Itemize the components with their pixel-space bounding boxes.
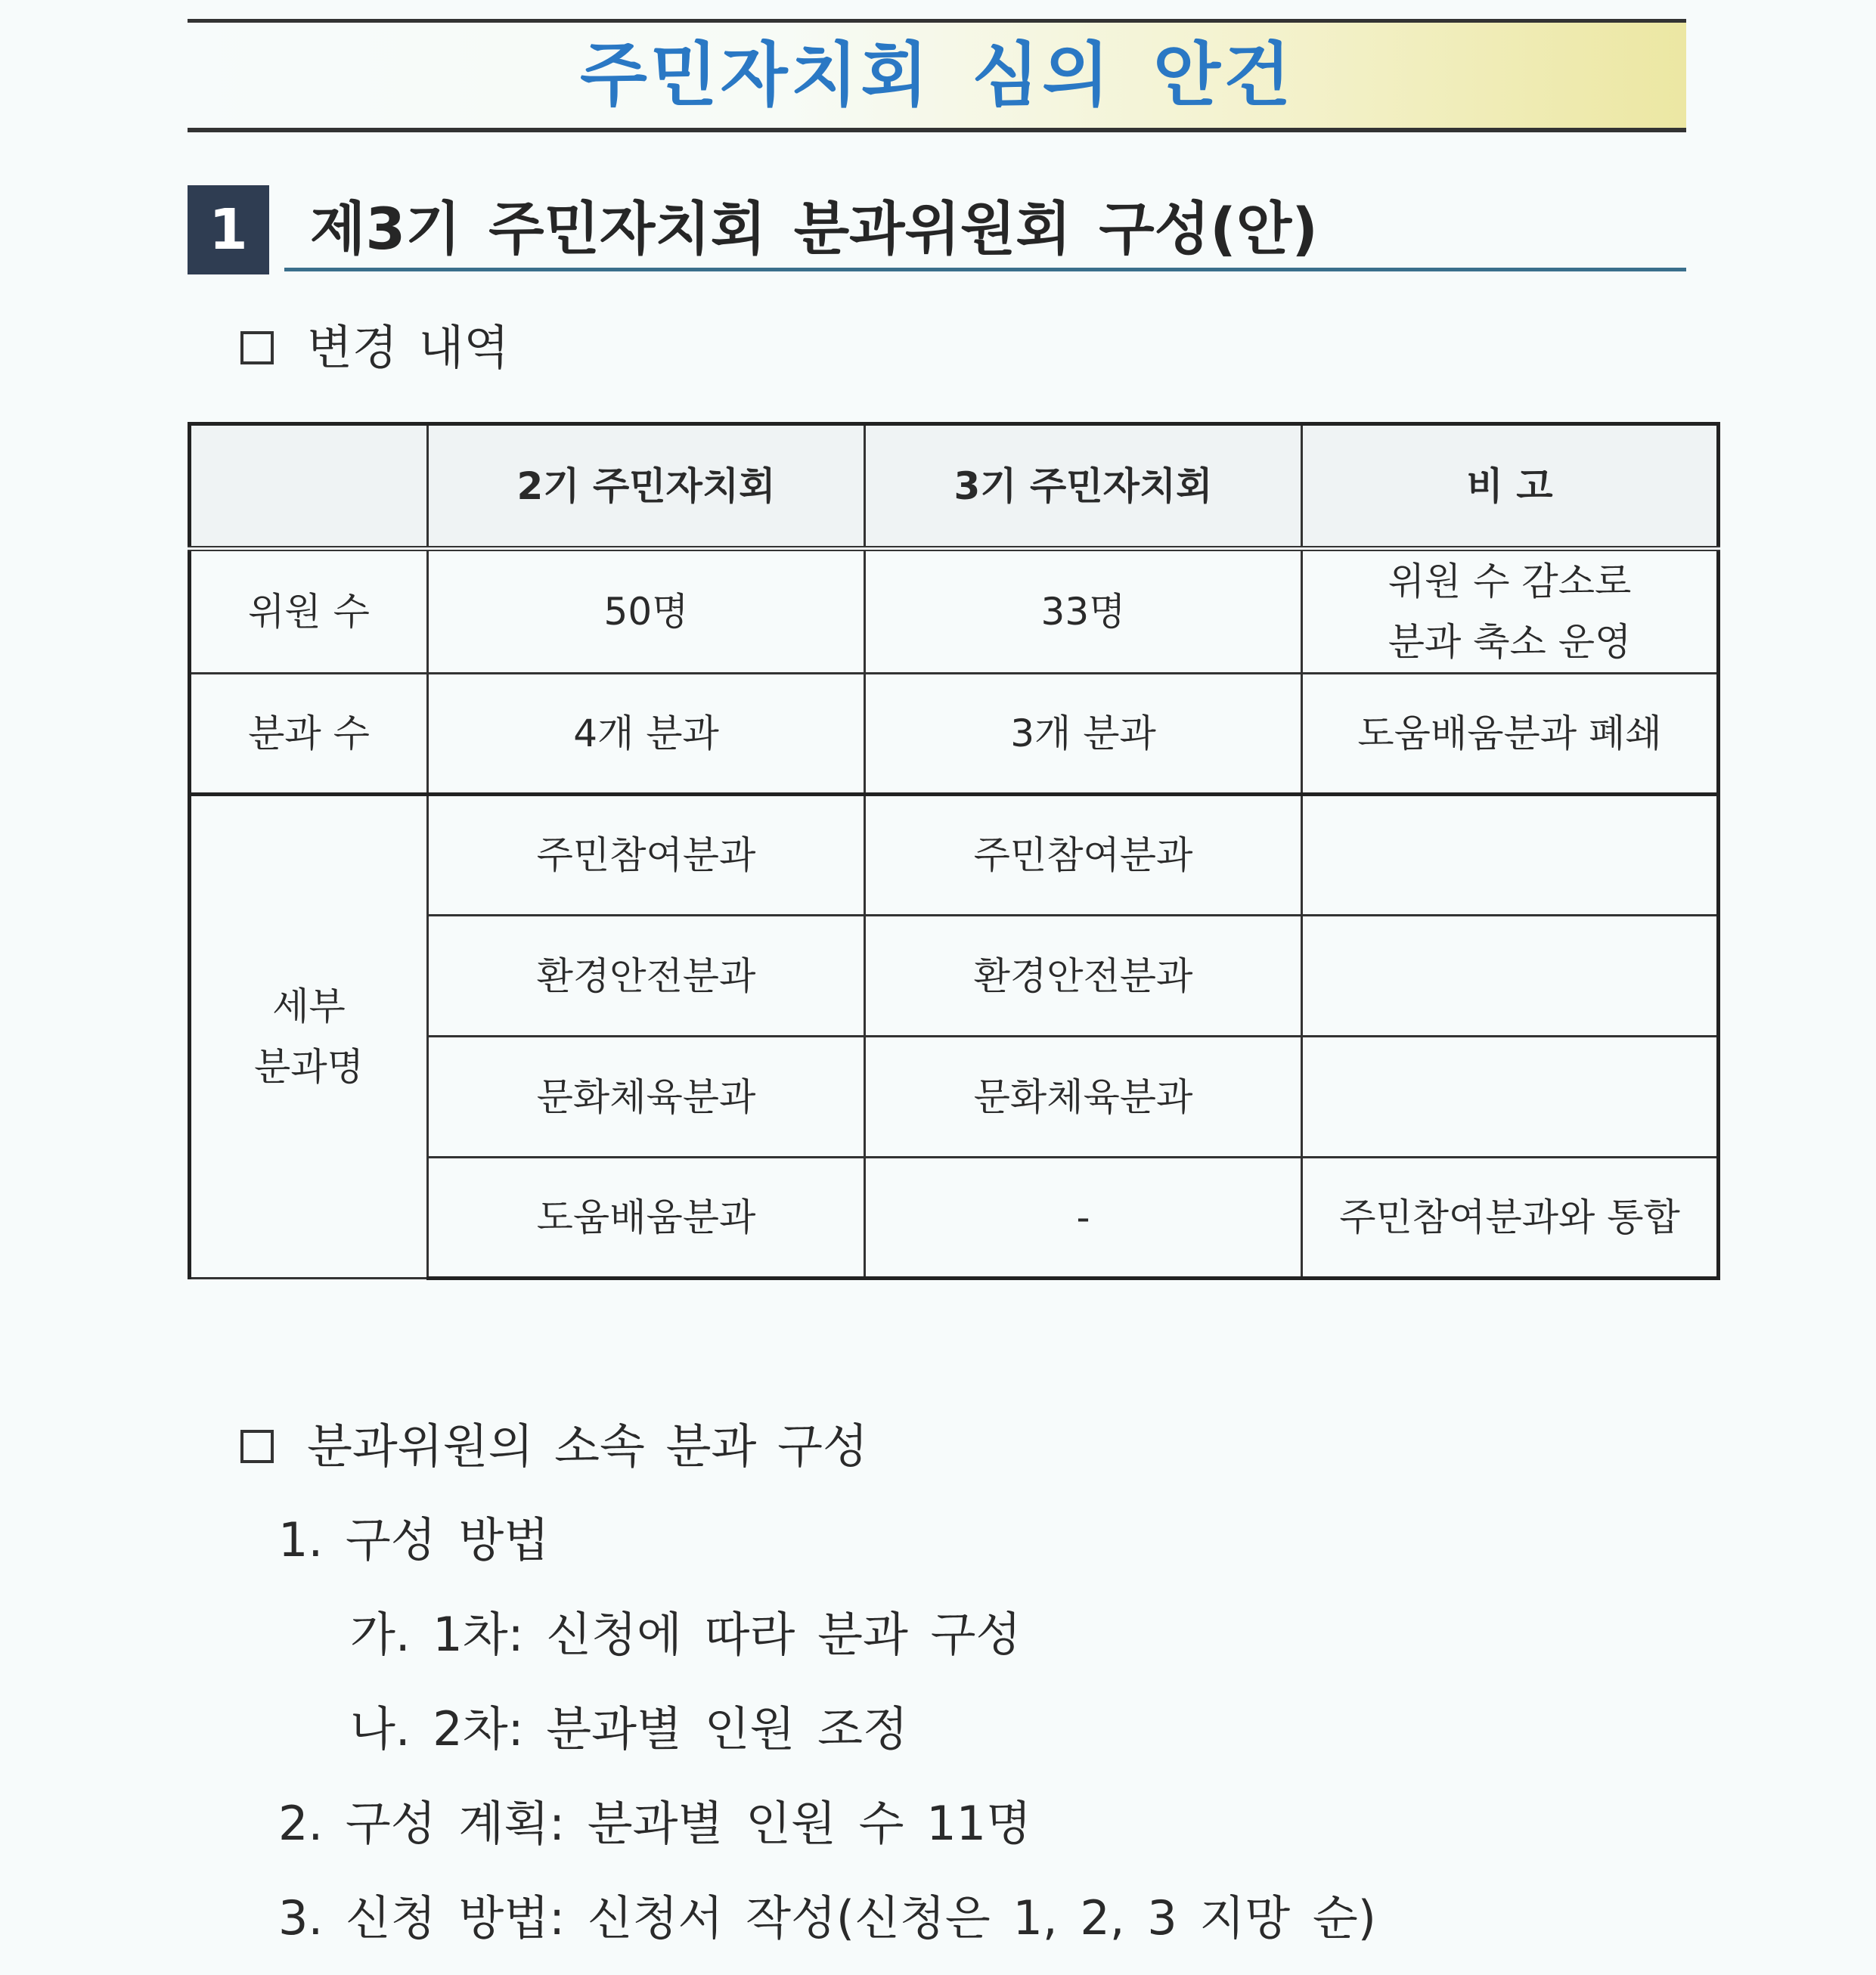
list-item-plan: 2. 구성 계획: 분과별 인원 수 11명 xyxy=(278,1796,1031,1851)
cell-sub-gen2: 문화체육분과 xyxy=(428,1037,865,1158)
section-title: 제3기 주민자치회 분과위원회 구성(안) xyxy=(310,195,1318,262)
table-row-subcommittee xyxy=(190,795,1719,916)
cell-sub-note xyxy=(1302,795,1719,916)
cell-count-note: 도움배움분과 폐쇄 xyxy=(1302,674,1719,795)
table-row-members xyxy=(190,549,1719,674)
cell-members-note xyxy=(1302,549,1719,674)
cell-sub-gen3: 환경안전분과 xyxy=(865,916,1302,1037)
cell-count-gen2: 4개 분과 xyxy=(428,674,865,795)
row-label-subcommittees xyxy=(190,795,428,1279)
section-number-badge: 1 xyxy=(188,185,269,274)
comparison-table xyxy=(188,422,1720,1280)
list-item-method: 1. 구성 방법 xyxy=(278,1512,550,1567)
section-underline xyxy=(284,268,1686,271)
cell-sub-gen3: - xyxy=(865,1158,1302,1279)
composition-heading xyxy=(240,1416,868,1477)
cell-sub-gen2: 도움배움분과 xyxy=(428,1158,865,1279)
change-heading xyxy=(240,318,509,378)
checkbox-square-icon xyxy=(240,1430,274,1463)
cell-sub-gen2: 환경안전분과 xyxy=(428,916,865,1037)
header-cell-empty xyxy=(190,424,428,549)
cell-sub-gen3: 문화체육분과 xyxy=(865,1037,1302,1158)
header-cell-gen2: 2기 주민자치회 xyxy=(428,424,865,549)
row-label-members: 위원 수 xyxy=(190,549,428,674)
header-cell-gen3: 3기 주민자치회 xyxy=(865,424,1302,549)
list-item-step-1: 가. 1차: 신청에 따라 분과 구성 xyxy=(350,1607,1022,1662)
note-line-1: 위원 수 감소로 xyxy=(1388,560,1632,603)
cell-sub-note xyxy=(1302,1037,1719,1158)
subcommittee-label-line-2: 분과명 xyxy=(254,1045,364,1089)
cell-count-gen3: 3개 분과 xyxy=(865,674,1302,795)
cell-sub-gen2: 주민참여분과 xyxy=(428,795,865,916)
note-line-2: 분과 축소 운영 xyxy=(1388,620,1632,664)
cell-members-gen3: 33명 xyxy=(865,549,1302,674)
cell-members-gen2: 50명 xyxy=(428,549,865,674)
document-title: 주민자치회 심의 안건 xyxy=(580,35,1294,116)
header-cell-note: 비 고 xyxy=(1302,424,1719,549)
list-item-apply: 3. 신청 방법: 신청서 작성(신청은 1, 2, 3 지망 순) xyxy=(278,1890,1376,1946)
checkbox-square-icon xyxy=(240,331,274,364)
cell-sub-gen3: 주민참여분과 xyxy=(865,795,1302,916)
cell-sub-note: 주민참여분과와 통합 xyxy=(1302,1158,1719,1279)
list-item-step-2: 나. 2차: 분과별 인원 조정 xyxy=(350,1701,908,1756)
cell-sub-note xyxy=(1302,916,1719,1037)
row-label-count: 분과 수 xyxy=(190,674,428,795)
change-heading-text: 변경 내역 xyxy=(307,320,510,375)
table-row-count xyxy=(190,674,1719,795)
table-header-row xyxy=(190,424,1719,549)
composition-heading-text: 분과위원의 소속 분과 구성 xyxy=(307,1418,868,1474)
title-banner xyxy=(188,19,1686,132)
subcommittee-label-line-1: 세부 xyxy=(272,984,346,1028)
